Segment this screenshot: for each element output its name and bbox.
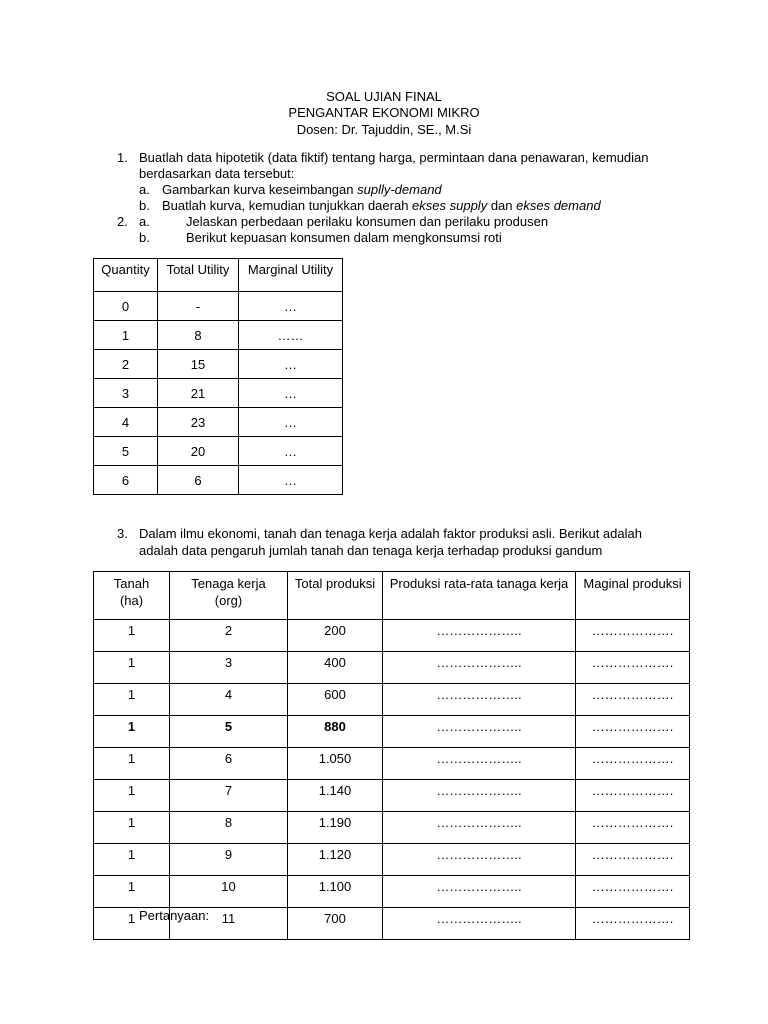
table-row: [94, 844, 690, 876]
table-cell: ………………..: [383, 652, 576, 684]
table-cell: ………………..: [383, 908, 576, 940]
table-cell: ………………..: [383, 620, 576, 652]
lecturer-line: Dosen: Dr. Tajuddin, SE., M.Si: [296, 122, 472, 137]
pertanyaan-label: Pertanyaan:: [139, 908, 210, 923]
q1b-text: Buatlah kurva, kemudian tunjukkan daerah ekses supply dan ekses demand: [162, 198, 601, 213]
col-header-marginal-utility: Marginal Utility: [239, 259, 343, 292]
table-row: [94, 379, 343, 408]
table-cell: ……………….: [576, 748, 690, 780]
table-cell: 1: [94, 620, 170, 652]
table-cell: 20: [158, 437, 239, 466]
table-cell: 1: [94, 908, 170, 940]
table-cell: 6: [158, 466, 239, 495]
col-header-total-produksi: Total produksi: [288, 572, 383, 620]
table-cell: ………………..: [383, 812, 576, 844]
table-cell: 4: [94, 408, 158, 437]
table-cell: 400: [288, 652, 383, 684]
table-row: [94, 350, 343, 379]
table-cell: ……………….: [576, 620, 690, 652]
table-cell: ……………….: [576, 844, 690, 876]
table-row: [94, 292, 343, 321]
q2b-label: b.: [139, 230, 150, 245]
q1a-label: a.: [139, 182, 150, 197]
table-row: [94, 408, 343, 437]
table-cell: 1.050: [288, 748, 383, 780]
table-cell: 1: [94, 321, 158, 350]
q2a-text: Jelaskan perbedaan perilaku konsumen dan perilaku produsen: [186, 214, 549, 229]
table-cell: ……………….: [576, 652, 690, 684]
table-row: [94, 466, 343, 495]
q2a-label: a.: [139, 214, 150, 229]
table-cell: 6: [170, 748, 288, 780]
table-cell: ………………..: [383, 844, 576, 876]
table-header-row: [94, 259, 343, 292]
table-cell: 15: [158, 350, 239, 379]
table-cell: 9: [170, 844, 288, 876]
table-cell: 23: [158, 408, 239, 437]
q1a-text: Gambarkan kurva keseimbangan suplly-demand: [162, 182, 442, 197]
table-cell: 1: [94, 780, 170, 812]
table-cell: 600: [288, 684, 383, 716]
table-cell: ……………….: [576, 876, 690, 908]
table-header-row: [94, 572, 690, 620]
table-cell: ………………..: [383, 716, 576, 748]
col-header-tenaga-kerja: Tenaga kerja (org): [170, 572, 288, 620]
table-row: [94, 684, 690, 716]
table-row: [94, 876, 690, 908]
col-header-produksi-rata-rata: Produksi rata-rata tanaga kerja: [383, 572, 576, 620]
table-cell: ………………..: [383, 684, 576, 716]
table-row: [94, 748, 690, 780]
q3-text-line1: Dalam ilmu ekonomi, tanah dan tenaga kerja adalah faktor produksi asli. Berikut adalah: [139, 526, 642, 541]
table-cell: 2: [170, 620, 288, 652]
table-cell: ………………..: [383, 780, 576, 812]
table-row: [94, 812, 690, 844]
table-cell: ……: [239, 321, 343, 350]
table-cell: 1.190: [288, 812, 383, 844]
table-cell: 1: [94, 876, 170, 908]
table-cell: …: [239, 408, 343, 437]
table-cell: 1: [94, 652, 170, 684]
table-cell: …: [239, 292, 343, 321]
q3-text-line2: adalah data pengaruh jumlah tanah dan tenaga kerja terhadap produksi gandum: [139, 543, 603, 558]
table-row: [94, 437, 343, 466]
table-cell: ……………….: [576, 812, 690, 844]
table-cell: -: [158, 292, 239, 321]
table-cell: ……………….: [576, 780, 690, 812]
table-cell: ……………….: [576, 908, 690, 940]
exam-title: SOAL UJIAN FINAL: [326, 89, 442, 104]
table-row: [94, 620, 690, 652]
table-cell: 2: [94, 350, 158, 379]
table-cell: 1.120: [288, 844, 383, 876]
table-cell: 1.140: [288, 780, 383, 812]
table-cell: ………………..: [383, 876, 576, 908]
col-header-quantity: Quantity: [94, 259, 158, 292]
table-cell: 8: [170, 812, 288, 844]
table-cell: 1: [94, 812, 170, 844]
table-cell: 7: [170, 780, 288, 812]
q1b-label: b.: [139, 198, 150, 213]
q1-number: 1.: [117, 150, 128, 165]
table-cell: 1: [94, 748, 170, 780]
table-cell: 1: [94, 844, 170, 876]
table-cell: ……………….: [576, 716, 690, 748]
table-cell: 0: [94, 292, 158, 321]
table-cell: …: [239, 379, 343, 408]
table-cell: 700: [288, 908, 383, 940]
q1a-italic: suplly-demand: [357, 182, 442, 197]
table-cell: 10: [170, 876, 288, 908]
table-cell: 5: [170, 716, 288, 748]
table-cell: 1: [94, 684, 170, 716]
utility-table: [93, 258, 343, 495]
table-row: [94, 321, 343, 350]
q1-text-line1: Buatlah data hipotetik (data fiktif) tentang harga, permintaan dana penawaran, kemudian: [139, 150, 649, 165]
table-cell: 8: [158, 321, 239, 350]
table-cell: …: [239, 350, 343, 379]
table-row: [94, 716, 690, 748]
table-cell: 21: [158, 379, 239, 408]
col-header-total-utility: Total Utility: [158, 259, 239, 292]
table-cell: ………………..: [383, 748, 576, 780]
table-cell: 1: [94, 716, 170, 748]
table-cell: 880: [288, 716, 383, 748]
table-row: [94, 780, 690, 812]
table-cell: 3: [94, 379, 158, 408]
col-header-tanah: Tanah (ha): [94, 572, 170, 620]
q2b-text: Berikut kepuasan konsumen dalam mengkonsumsi roti: [186, 230, 502, 245]
table-cell: ……………….: [576, 684, 690, 716]
table-cell: 5: [94, 437, 158, 466]
q1-text-line2: berdasarkan data tersebut:: [139, 166, 295, 181]
table-cell: 1.100: [288, 876, 383, 908]
table-cell: …: [239, 466, 343, 495]
table-cell: 6: [94, 466, 158, 495]
table-cell: …: [239, 437, 343, 466]
q2-number: 2.: [117, 214, 128, 229]
col-header-marginal-produksi: Maginal produksi: [576, 572, 690, 620]
production-table: [93, 571, 690, 940]
table-cell: 200: [288, 620, 383, 652]
q3-number: 3.: [117, 526, 128, 541]
course-title: PENGANTAR EKONOMI MIKRO: [288, 105, 480, 120]
table-row: [94, 652, 690, 684]
table-cell: 4: [170, 684, 288, 716]
table-cell: 11: [170, 908, 288, 940]
table-cell: 3: [170, 652, 288, 684]
